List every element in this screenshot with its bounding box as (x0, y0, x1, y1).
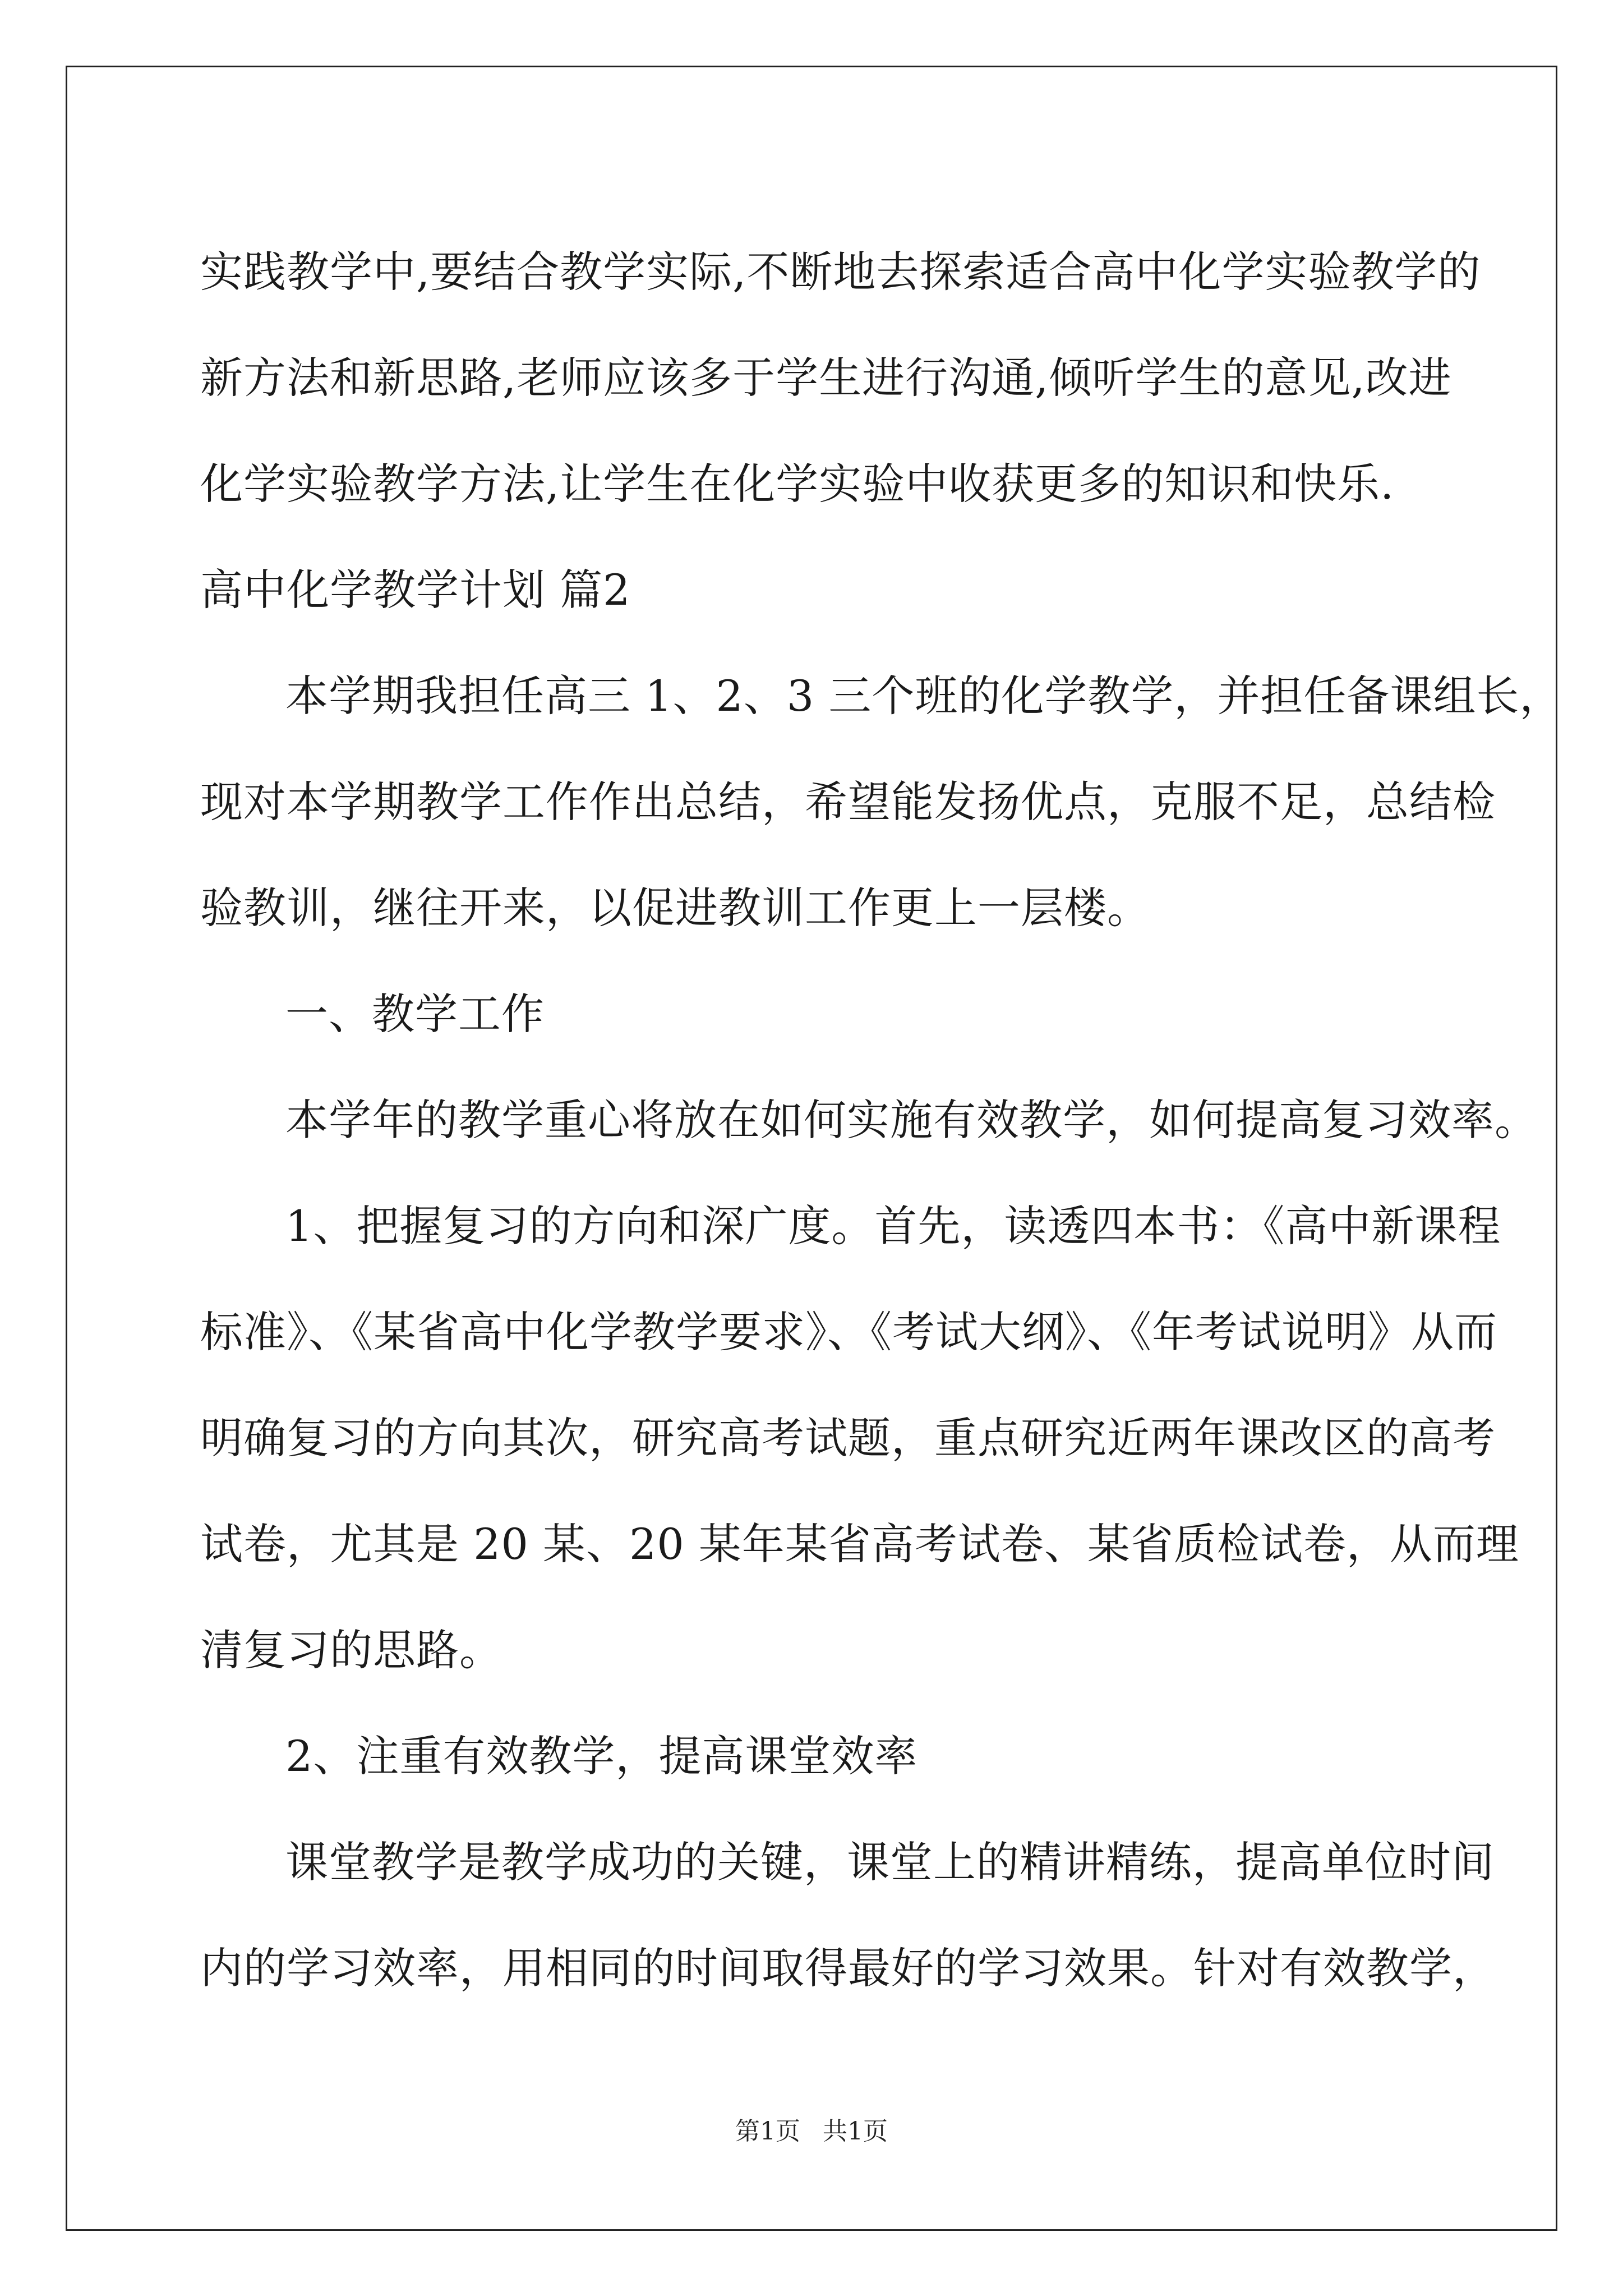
text-line: 试卷，尤其是 20 某、20 某年某省高考试卷、某省质检试卷，从而理 (200, 1519, 1519, 1569)
paragraph-first-line: 课堂教学是教学成功的关键，课堂上的精讲精练，提高单位时间 (285, 1837, 1495, 1887)
text-line: 新方法和新思路,老师应该多于学生进行沟通,倾听学生的意见,改进 (200, 353, 1452, 403)
section-heading: 高中化学教学计划 篇2 (200, 565, 631, 615)
page-number-total: 共1页 (823, 2117, 888, 2146)
paragraph-first-line: 本学年的教学重心将放在如何实施有效教学，如何提高复习效率。 (285, 1095, 1538, 1145)
text-line: 验教训，继往开来，以促进教训工作更上一层楼。 (200, 883, 1150, 933)
text-line: 化学实验教学方法,让学生在化学实验中收获更多的知识和快乐. (200, 459, 1395, 509)
paragraph-first-line: 本学期我担任高三 1、2、3 三个班的化学教学，并担任备课组长， (285, 671, 1563, 721)
document-body (200, 219, 1563, 2021)
text-line: 明确复习的方向其次，研究高考试题，重点研究近两年课改区的高考 (200, 1413, 1496, 1463)
text-line: 标准》、《某省高中化学教学要求》、《考试大纲》、《年考试说明》从而 (200, 1307, 1497, 1357)
paragraph-first-line: 1、把握复习的方向和深广度。首先，读透四本书：《高中新课程 (285, 1201, 1501, 1251)
subsection-heading: 2、注重有效教学，提高课堂效率 (285, 1731, 918, 1781)
page-footer (0, 2115, 1623, 2148)
page-number-current: 第1页 (735, 2117, 800, 2146)
text-line: 内的学习效率，用相同的时间取得最好的学习效果。针对有效教学， (200, 1943, 1496, 1993)
text-line: 清复习的思路。 (200, 1625, 502, 1675)
subsection-heading: 一、教学工作 (285, 989, 545, 1039)
text-line: 现对本学期教学工作作出总结，希望能发扬优点，克服不足，总结检 (200, 777, 1496, 827)
text-line: 实践教学中,要结合教学实际,不断地去探索适合高中化学实验教学的 (200, 247, 1481, 297)
